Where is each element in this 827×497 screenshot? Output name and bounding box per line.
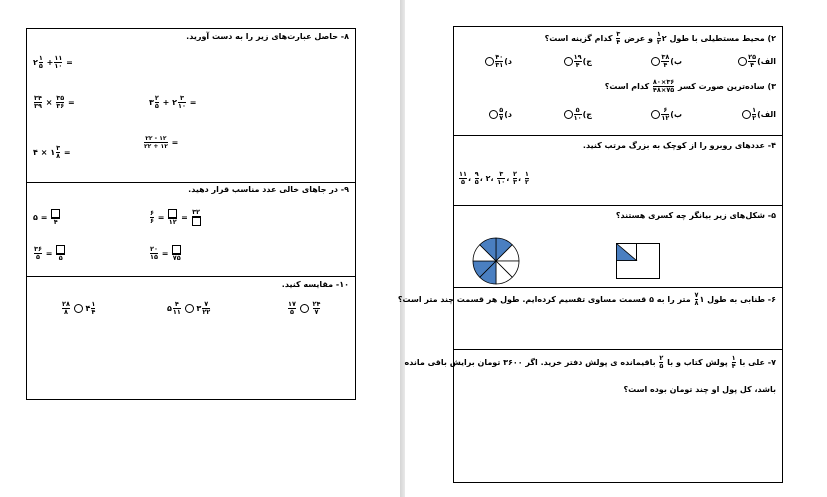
q8-expr1: ۲ ۱ ۵ + ۱۱ ۱۰ = — [33, 54, 73, 70]
radio-circle[interactable] — [738, 57, 747, 66]
q10-expr1: ۲۸ ۸ ۴ ۱ ۴ — [62, 300, 96, 316]
blank-box[interactable] — [168, 209, 177, 218]
q3-option-a[interactable]: الف) ۱ ۲ — [742, 107, 776, 122]
q6-text: ۶- طنابی به طول ۱ ۷ ۸ متر را به ۵ قسمت مساوی تقسیم کرده‌ایم. طول هر قسمت چند متر است؟ — [397, 291, 776, 307]
q4-divider — [454, 135, 782, 136]
q10-expr3: ۱۷ ۵ ۲۴ ۷ — [288, 300, 321, 316]
right-page — [397, 0, 827, 497]
square-figure — [616, 243, 660, 279]
q4-numbers: ۱۱ ۵ ، ۹ ۵ ، ۲، ۳ ۱۰ ، ۲ ۳ ، ۱ ۲ — [459, 170, 529, 186]
blank-box[interactable] — [172, 245, 181, 254]
q8-title: ۸- حاصل عبارت‌های زیر را به دست آورید. — [186, 32, 349, 41]
q9-title: ۹- در جاهای خالی عدد مناسب قرار دهید. — [188, 185, 349, 194]
q5-title: ۵- شکل‌های زیر بیانگر چه کسری هستند؟ — [615, 211, 776, 220]
q3-option-d[interactable]: د) ۵ ۷ — [489, 107, 512, 122]
q8-expr4: ۴ × ۱ ۳ ۸ = — [33, 144, 71, 160]
q8-expr3: ۳ ۲ ۵ + ۲ ۳ ۱۰ = — [149, 94, 197, 110]
q10-divider — [27, 276, 355, 277]
pie-figure — [472, 237, 520, 285]
left-frame — [26, 28, 356, 400]
compare-circle[interactable] — [74, 304, 83, 313]
radio-circle[interactable] — [742, 110, 751, 119]
q4-title: ۴- عددهای روبرو را از کوچک به بزرگ مرتب کنید. — [582, 141, 776, 150]
blank-box[interactable] — [56, 245, 65, 254]
q6-divider — [454, 287, 782, 288]
q2-option-b[interactable]: ب) ۳۸ ۴ — [651, 54, 682, 69]
q3-option-c[interactable]: ج) ۵ ۱۰ — [564, 107, 592, 122]
radio-circle[interactable] — [564, 57, 573, 66]
radio-circle[interactable] — [489, 110, 498, 119]
q7-divider — [454, 349, 782, 350]
q2-option-a[interactable]: الف) ۲۵ ۴ — [738, 54, 776, 69]
q5-divider — [454, 205, 782, 206]
radio-circle[interactable] — [651, 110, 660, 119]
q9-expr3: ۳۶ ۵ = ۵ — [33, 245, 66, 262]
compare-circle[interactable] — [300, 304, 309, 313]
q2-option-d[interactable]: د) ۴۰ ۳۱ — [485, 54, 512, 69]
radio-circle[interactable] — [485, 57, 494, 66]
q2-option-c[interactable]: ج) ۱۹ ۴ — [564, 54, 592, 69]
blank-box[interactable] — [51, 209, 60, 218]
q3-text: ۳) ساده‌ترین صورت کسر ۳۶×۸۰ ۷۵×۴۸ کدام است؟ — [604, 78, 776, 94]
q8-expr5: ۲۲ - ۱۲ ۲۲ + ۱۲ = — [144, 135, 179, 150]
radio-circle[interactable] — [651, 57, 660, 66]
q7-line2: باشد، کل پول او چند تومان بوده است؟ — [623, 385, 776, 394]
q9-expr1: ۵ = ۴ — [33, 209, 61, 226]
q2-text: ۲) محیط مستطیلی با طول ۲ ۱ ۲ و عرض ۳ ۴ کدام گزینه است؟ — [544, 30, 776, 46]
q9-expr2: ۶ ۶ = ۱۲ = ۳۲ — [150, 208, 201, 226]
compare-circle[interactable] — [185, 304, 194, 313]
right-frame — [397, 26, 783, 483]
q7-text: ۷- علی با ۱ ۴ پولش کتاب و با ۲ ۵ باقیمانده ی پولش دفتر خرید. اگر ۳۶۰۰ تومان برایش باقی مانده — [404, 354, 776, 370]
radio-circle[interactable] — [564, 110, 573, 119]
left-page — [0, 0, 400, 497]
q8-expr2: ۳۴ ۳۹ × ۳۵ ۳۶ = — [34, 94, 75, 110]
q9-divider — [27, 182, 355, 183]
q9-expr4: ۲۰ ۱۵ = ۷۵ — [150, 245, 181, 262]
q10-title: ۱۰- مقایسه کنید. — [281, 280, 349, 289]
q3-option-b[interactable]: ب) ۶ ۱۲ — [651, 107, 682, 122]
blank-box[interactable] — [192, 217, 201, 226]
q10-expr2: ۵ ۴ ۱۱ ۳ ۷ ۲۲ — [167, 300, 211, 316]
